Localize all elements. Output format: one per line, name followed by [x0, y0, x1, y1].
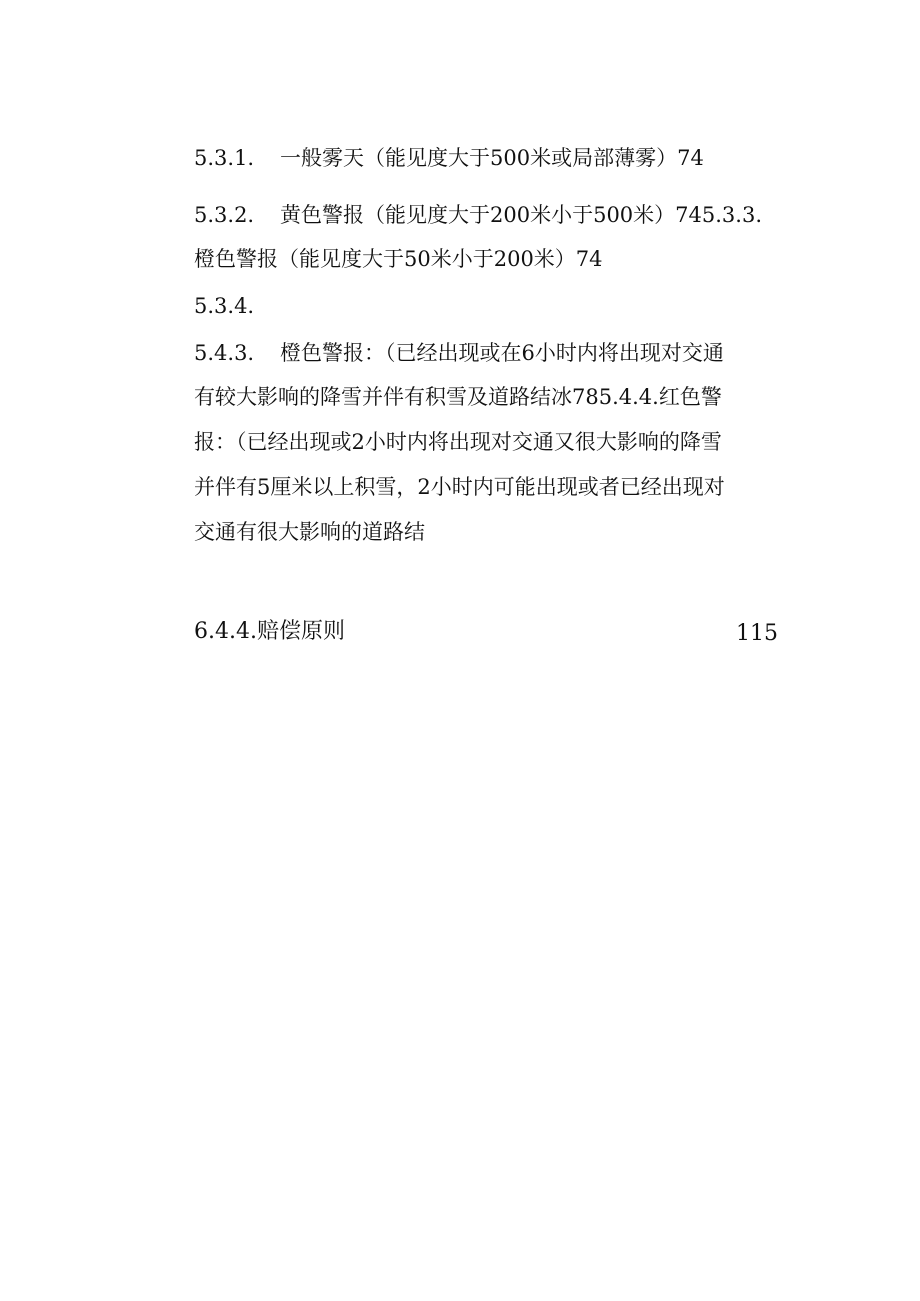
toc-entry-5-4-3 — [194, 339, 724, 367]
paragraph-line — [194, 518, 425, 546]
entry-text: 橙色警报：（已经出现或在6小时内将出现对交通 — [280, 341, 724, 365]
entry-text: 并伴有5厘米以上积雪，2小时内可能出现或者已经出现对 — [194, 475, 725, 499]
entry-text: 有较大影响的降雪并伴有积雪及道路结冰785.4.4.红色警 — [194, 385, 722, 409]
toc-entry-5-3-1 — [194, 144, 704, 172]
entry-number: 5.3.2. — [194, 203, 255, 227]
paragraph-line — [194, 473, 725, 501]
toc-entry-6-4-4 — [194, 617, 345, 647]
entry-number: 5.3.1. — [194, 146, 255, 170]
paragraph-line — [194, 428, 722, 456]
toc-entry-5-3-4 — [194, 292, 254, 320]
entry-text: 报：（已经出现或2小时内将出现对交通又很大影响的降雪 — [194, 430, 722, 454]
entry-text: 黄色警报（能见度大于200米小于500米）745.3.3. — [280, 203, 762, 227]
toc-title: 6.4.4.赔偿原则 — [194, 619, 345, 644]
paragraph-line — [194, 383, 722, 411]
entry-text: 5.3.4. — [194, 294, 255, 318]
entry-text: 橙色警报（能见度大于50米小于200米）74 — [194, 247, 603, 271]
toc-entry-5-3-3-continuation — [194, 245, 603, 273]
toc-page-number: 115 — [736, 621, 778, 646]
entry-text: 交通有很大影响的道路结 — [194, 520, 425, 544]
toc-entry-5-3-2 — [194, 201, 762, 229]
entry-text: 一般雾天（能见度大于500米或局部薄雾）74 — [280, 146, 704, 170]
entry-number: 5.4.3. — [194, 341, 255, 365]
